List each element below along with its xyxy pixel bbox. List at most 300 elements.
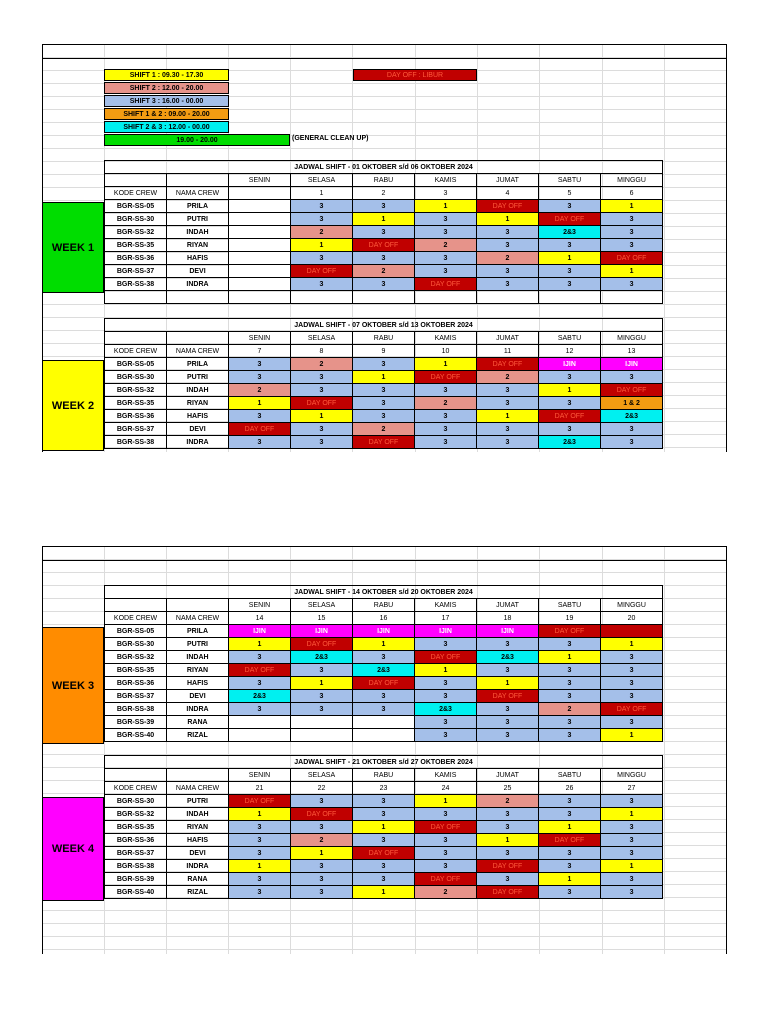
empty-cell xyxy=(105,332,167,345)
grid-line xyxy=(42,148,727,149)
shift-cell: 3 xyxy=(539,886,601,899)
kode-crew-header: KODE CREW xyxy=(105,187,167,200)
shift-cell: DAY OFF xyxy=(601,703,663,716)
shift-cell: IJIN xyxy=(539,358,601,371)
shift-cell: 1 xyxy=(353,213,415,226)
date-cell: 19 xyxy=(539,612,601,625)
shift-cell: 2&3 xyxy=(353,664,415,677)
shift-cell xyxy=(601,625,663,638)
crew-code: BGR-SS-35 xyxy=(105,821,167,834)
shift-cell: 3 xyxy=(415,423,477,436)
date-cell: 6 xyxy=(601,187,663,200)
shift-cell: 3 xyxy=(415,638,477,651)
shift-cell: DAY OFF xyxy=(291,397,353,410)
shift-cell: 3 xyxy=(229,410,291,423)
crew-row xyxy=(105,847,663,860)
shift-cell: 1 xyxy=(229,808,291,821)
schedule-title: JADWAL SHIFT - 07 OKTOBER s/d 13 OKTOBER 2024 xyxy=(105,319,663,332)
empty-cell xyxy=(105,174,167,187)
crew-row xyxy=(105,690,663,703)
shift-cell: 3 xyxy=(477,664,539,677)
week-2-label: WEEK 2 xyxy=(42,360,104,451)
shift-cell: 1 xyxy=(539,384,601,397)
date-cell: 16 xyxy=(353,612,415,625)
shift-cell: 3 xyxy=(539,677,601,690)
shift-cell: 3 xyxy=(601,834,663,847)
shift-cell: 3 xyxy=(353,358,415,371)
shift-cell: 3 xyxy=(415,860,477,873)
shift-cell: DAY OFF xyxy=(415,371,477,384)
shift-cell: 3 xyxy=(477,729,539,742)
date-cell: 7 xyxy=(229,345,291,358)
day-header: KAMIS xyxy=(415,332,477,345)
date-cell: 22 xyxy=(291,782,353,795)
shift-cell: 3 xyxy=(291,690,353,703)
day-header: MINGGU xyxy=(601,174,663,187)
shift-cell: 3 xyxy=(477,716,539,729)
shift-cell: 3 xyxy=(415,226,477,239)
shift-cell: 3 xyxy=(291,821,353,834)
nama-crew-header: NAMA CREW xyxy=(167,187,229,200)
shift-cell: 3 xyxy=(601,821,663,834)
empty-cell xyxy=(291,291,353,304)
shift-cell: 3 xyxy=(539,795,601,808)
shift-cell: 1 xyxy=(601,860,663,873)
shift-cell xyxy=(353,716,415,729)
crew-row xyxy=(105,226,663,239)
shift-cell xyxy=(229,200,291,213)
shift-cell: 3 xyxy=(477,847,539,860)
crew-name: PUTRI xyxy=(167,213,229,226)
shift-cell: DAY OFF xyxy=(415,651,477,664)
shift-cell: 3 xyxy=(539,847,601,860)
shift-cell: 3 xyxy=(601,423,663,436)
shift-cell: 3 xyxy=(415,252,477,265)
crew-name: HAFIS xyxy=(167,834,229,847)
legend-shift-3: SHIFT 3 : 16.00 - 00.00 xyxy=(104,95,229,107)
shift-cell: IJIN xyxy=(353,625,415,638)
shift-cell: 3 xyxy=(229,651,291,664)
schedule-title: JADWAL SHIFT - 21 OKTOBER s/d 27 OKTOBER 2024 xyxy=(105,756,663,769)
week-3-label: WEEK 3 xyxy=(42,627,104,744)
shift-cell: 3 xyxy=(291,423,353,436)
grid-line xyxy=(664,546,665,954)
shift-cell: 3 xyxy=(353,397,415,410)
empty-cell xyxy=(167,599,229,612)
day-header: RABU xyxy=(353,769,415,782)
sheet-rule xyxy=(42,546,727,547)
shift-cell: 3 xyxy=(353,873,415,886)
crew-row xyxy=(105,834,663,847)
shift-cell: DAY OFF xyxy=(477,690,539,703)
shift-cell: DAY OFF xyxy=(477,860,539,873)
empty-cell xyxy=(601,291,663,304)
day-header: SENIN xyxy=(229,174,291,187)
grid-line xyxy=(42,949,727,950)
shift-cell: 2 xyxy=(415,397,477,410)
sheet-rule xyxy=(42,58,727,59)
empty-cell xyxy=(539,291,601,304)
crew-row xyxy=(105,638,663,651)
shift-cell: IJIN xyxy=(229,625,291,638)
grid-line xyxy=(42,923,727,924)
shift-cell: 3 xyxy=(229,371,291,384)
shift-cell: 3 xyxy=(601,873,663,886)
shift-cell: 3 xyxy=(539,200,601,213)
crew-code: BGR-SS-32 xyxy=(105,384,167,397)
shift-cell xyxy=(229,729,291,742)
date-cell: 8 xyxy=(291,345,353,358)
shift-cell: 3 xyxy=(601,226,663,239)
shift-cell: 2 xyxy=(477,371,539,384)
shift-cell: 3 xyxy=(415,808,477,821)
day-header: SELASA xyxy=(291,599,353,612)
crew-code: BGR-SS-39 xyxy=(105,873,167,886)
crew-name: INDAH xyxy=(167,808,229,821)
shift-cell: 3 xyxy=(601,847,663,860)
date-cell: 12 xyxy=(539,345,601,358)
crew-code: BGR-SS-36 xyxy=(105,410,167,423)
crew-name: RIYAN xyxy=(167,821,229,834)
shift-cell: 3 xyxy=(477,703,539,716)
shift-cell: 3 xyxy=(415,729,477,742)
shift-cell: DAY OFF xyxy=(539,834,601,847)
shift-cell: 3 xyxy=(291,886,353,899)
shift-cell: DAY OFF xyxy=(539,213,601,226)
shift-cell: 1 xyxy=(601,638,663,651)
day-header: JUMAT xyxy=(477,332,539,345)
shift-cell: 3 xyxy=(539,860,601,873)
shift-cell: 3 xyxy=(291,384,353,397)
empty-cell xyxy=(415,291,477,304)
crew-row xyxy=(105,265,663,278)
shift-cell: 1 & 2 xyxy=(601,397,663,410)
shift-cell: DAY OFF xyxy=(477,886,539,899)
shift-cell: DAY OFF xyxy=(291,638,353,651)
shift-cell: DAY OFF xyxy=(353,239,415,252)
crew-name: DEVI xyxy=(167,423,229,436)
shift-cell: 1 xyxy=(291,239,353,252)
shift-cell: DAY OFF xyxy=(229,664,291,677)
date-cell: 14 xyxy=(229,612,291,625)
crew-name: DEVI xyxy=(167,847,229,860)
shift-cell: 1 xyxy=(601,200,663,213)
shift-cell: 3 xyxy=(601,664,663,677)
sheet-edge xyxy=(726,44,727,452)
crew-row xyxy=(105,213,663,226)
shift-cell xyxy=(229,265,291,278)
shift-cell: DAY OFF xyxy=(415,821,477,834)
crew-code: BGR-SS-05 xyxy=(105,200,167,213)
day-header: SABTU xyxy=(539,174,601,187)
schedule-title: JADWAL SHIFT - 14 OKTOBER s/d 20 OKTOBER 2024 xyxy=(105,586,663,599)
crew-row xyxy=(105,664,663,677)
crew-row xyxy=(105,252,663,265)
crew-name: INDAH xyxy=(167,384,229,397)
day-header: RABU xyxy=(353,174,415,187)
shift-cell: 1 xyxy=(539,252,601,265)
day-header: JUMAT xyxy=(477,599,539,612)
shift-cell: 3 xyxy=(291,664,353,677)
shift-cell: 3 xyxy=(477,226,539,239)
shift-cell: 3 xyxy=(229,886,291,899)
crew-name: PUTRI xyxy=(167,795,229,808)
shift-cell: 3 xyxy=(601,651,663,664)
shift-cell: 3 xyxy=(291,371,353,384)
crew-code: BGR-SS-37 xyxy=(105,847,167,860)
crew-row xyxy=(105,821,663,834)
date-cell: 27 xyxy=(601,782,663,795)
shift-cell: 3 xyxy=(353,384,415,397)
shift-cell: 2&3 xyxy=(415,703,477,716)
crew-code: BGR-SS-36 xyxy=(105,834,167,847)
shift-cell: 3 xyxy=(601,371,663,384)
crew-name: INDRA xyxy=(167,703,229,716)
shift-cell: 3 xyxy=(229,873,291,886)
shift-cell: 1 xyxy=(353,886,415,899)
crew-code: BGR-SS-38 xyxy=(105,436,167,449)
legend-clean-up-time: 19.00 - 20.00 xyxy=(104,134,290,146)
crew-row xyxy=(105,651,663,664)
shift-cell: 3 xyxy=(353,808,415,821)
shift-cell: 3 xyxy=(539,808,601,821)
shift-cell: 3 xyxy=(601,886,663,899)
crew-name: INDRA xyxy=(167,860,229,873)
shift-cell: 2&3 xyxy=(291,651,353,664)
date-cell: 1 xyxy=(291,187,353,200)
legend-shift-1-2: SHIFT 1 & 2 : 09.00 - 20.00 xyxy=(104,108,229,120)
shift-cell: 3 xyxy=(353,690,415,703)
date-cell: 23 xyxy=(353,782,415,795)
shift-cell: DAY OFF xyxy=(291,808,353,821)
crew-name: RIYAN xyxy=(167,397,229,410)
sheet-rule xyxy=(42,44,727,45)
shift-cell: 3 xyxy=(539,397,601,410)
empty-cell xyxy=(105,599,167,612)
shift-cell: 3 xyxy=(291,703,353,716)
shift-cell: 1 xyxy=(229,860,291,873)
shift-cell: 1 xyxy=(353,371,415,384)
grid-line xyxy=(42,936,727,937)
shift-cell: DAY OFF xyxy=(415,278,477,291)
crew-row xyxy=(105,873,663,886)
crew-name: HAFIS xyxy=(167,677,229,690)
shift-cell: 3 xyxy=(353,252,415,265)
shift-cell: 2 xyxy=(229,384,291,397)
crew-code: BGR-SS-40 xyxy=(105,886,167,899)
shift-cell: 3 xyxy=(353,795,415,808)
shift-cell: 3 xyxy=(229,677,291,690)
day-header: MINGGU xyxy=(601,769,663,782)
shift-cell: 3 xyxy=(415,384,477,397)
shift-cell: 3 xyxy=(539,729,601,742)
crew-name: RIYAN xyxy=(167,664,229,677)
shift-cell: DAY OFF xyxy=(539,410,601,423)
kode-crew-header: KODE CREW xyxy=(105,782,167,795)
shift-cell: 2&3 xyxy=(539,436,601,449)
date-cell: 9 xyxy=(353,345,415,358)
shift-cell: 3 xyxy=(353,651,415,664)
schedule-title: JADWAL SHIFT - 01 OKTOBER s/d 06 OKTOBER 2024 xyxy=(105,161,663,174)
day-header: JUMAT xyxy=(477,769,539,782)
shift-cell: 3 xyxy=(291,860,353,873)
crew-row xyxy=(105,795,663,808)
crew-name: INDAH xyxy=(167,226,229,239)
shift-cell xyxy=(229,252,291,265)
day-header: KAMIS xyxy=(415,599,477,612)
shift-cell: 3 xyxy=(415,410,477,423)
crew-row xyxy=(105,625,663,638)
schedule-table-week-2 xyxy=(104,318,663,449)
shift-cell: 3 xyxy=(601,677,663,690)
crew-name: RIYAN xyxy=(167,239,229,252)
shift-cell: 3 xyxy=(353,703,415,716)
shift-cell: 3 xyxy=(477,436,539,449)
schedule-table-week-4 xyxy=(104,755,663,899)
date-cell: 18 xyxy=(477,612,539,625)
schedule-table-week-3 xyxy=(104,585,663,742)
shift-cell: 3 xyxy=(291,795,353,808)
shift-cell: 1 xyxy=(291,847,353,860)
shift-cell: DAY OFF xyxy=(601,384,663,397)
day-header: SENIN xyxy=(229,332,291,345)
shift-cell: 1 xyxy=(415,795,477,808)
shift-cell: 3 xyxy=(477,808,539,821)
shift-cell: 1 xyxy=(601,808,663,821)
day-header: MINGGU xyxy=(601,599,663,612)
empty-cell xyxy=(167,332,229,345)
shift-cell: IJIN xyxy=(291,625,353,638)
day-header: SABTU xyxy=(539,599,601,612)
day-header: RABU xyxy=(353,599,415,612)
crew-row xyxy=(105,278,663,291)
crew-code: BGR-SS-35 xyxy=(105,239,167,252)
legend-day-off: DAY OFF : LIBUR xyxy=(353,69,477,81)
date-cell xyxy=(229,187,291,200)
shift-cell: 3 xyxy=(539,664,601,677)
shift-cell: 2 xyxy=(539,703,601,716)
shift-cell: 3 xyxy=(291,873,353,886)
date-cell: 21 xyxy=(229,782,291,795)
shift-cell: DAY OFF xyxy=(601,252,663,265)
empty-cell xyxy=(167,291,229,304)
day-header: SENIN xyxy=(229,769,291,782)
empty-cell xyxy=(353,291,415,304)
shift-cell: 3 xyxy=(291,436,353,449)
crew-code: BGR-SS-36 xyxy=(105,677,167,690)
day-header: SELASA xyxy=(291,332,353,345)
crew-row xyxy=(105,808,663,821)
shift-cell: 3 xyxy=(477,638,539,651)
shift-cell: 1 xyxy=(415,358,477,371)
crew-row xyxy=(105,729,663,742)
shift-cell: 3 xyxy=(477,384,539,397)
crew-name: PRILA xyxy=(167,625,229,638)
shift-cell: 2 xyxy=(353,423,415,436)
shift-cell xyxy=(229,213,291,226)
date-cell: 25 xyxy=(477,782,539,795)
shift-cell xyxy=(291,729,353,742)
crew-row xyxy=(105,716,663,729)
shift-cell: 3 xyxy=(415,847,477,860)
shift-cell: 3 xyxy=(415,677,477,690)
shift-cell: 2 xyxy=(291,358,353,371)
shift-cell: 3 xyxy=(539,278,601,291)
shift-cell: 3 xyxy=(601,213,663,226)
shift-cell: IJIN xyxy=(477,625,539,638)
day-header: JUMAT xyxy=(477,174,539,187)
shift-cell: 2 xyxy=(353,265,415,278)
day-header: KAMIS xyxy=(415,769,477,782)
crew-code: BGR-SS-32 xyxy=(105,226,167,239)
shift-cell: IJIN xyxy=(415,625,477,638)
day-header: RABU xyxy=(353,332,415,345)
shift-cell: 2&3 xyxy=(539,226,601,239)
empty-cell xyxy=(105,291,167,304)
shift-cell: 1 xyxy=(229,397,291,410)
crew-row xyxy=(105,397,663,410)
crew-name: RANA xyxy=(167,873,229,886)
shift-cell: 2 xyxy=(477,252,539,265)
shift-cell xyxy=(229,239,291,252)
shift-cell: 1 xyxy=(601,265,663,278)
date-cell: 24 xyxy=(415,782,477,795)
shift-cell: 3 xyxy=(229,703,291,716)
crew-code: BGR-SS-30 xyxy=(105,638,167,651)
shift-cell: 1 xyxy=(353,821,415,834)
legend-shift-1: SHIFT 1 : 09.30 - 17.30 xyxy=(104,69,229,81)
shift-cell: 3 xyxy=(353,226,415,239)
crew-row xyxy=(105,410,663,423)
empty-cell xyxy=(229,291,291,304)
sheet-edge xyxy=(726,546,727,954)
shift-cell: DAY OFF xyxy=(353,436,415,449)
crew-name: RANA xyxy=(167,716,229,729)
shift-cell: 2&3 xyxy=(229,690,291,703)
shift-cell: 3 xyxy=(229,358,291,371)
date-cell: 3 xyxy=(415,187,477,200)
shift-cell: DAY OFF xyxy=(353,847,415,860)
shift-cell: DAY OFF xyxy=(539,625,601,638)
shift-cell xyxy=(291,716,353,729)
shift-cell: 3 xyxy=(291,213,353,226)
shift-cell: 2 xyxy=(477,795,539,808)
date-cell: 26 xyxy=(539,782,601,795)
crew-name: HAFIS xyxy=(167,410,229,423)
crew-row xyxy=(105,677,663,690)
crew-code: BGR-SS-36 xyxy=(105,252,167,265)
shift-cell: DAY OFF xyxy=(477,200,539,213)
crew-code: BGR-SS-35 xyxy=(105,397,167,410)
shift-cell: 3 xyxy=(353,278,415,291)
day-header: SABTU xyxy=(539,332,601,345)
shift-cell: 1 xyxy=(415,664,477,677)
shift-cell xyxy=(229,226,291,239)
crew-name: PRILA xyxy=(167,358,229,371)
crew-name: DEVI xyxy=(167,690,229,703)
shift-cell: DAY OFF xyxy=(291,265,353,278)
crew-name: INDRA xyxy=(167,436,229,449)
shift-cell: 3 xyxy=(415,716,477,729)
shift-cell: 3 xyxy=(539,265,601,278)
shift-cell: 3 xyxy=(477,423,539,436)
crew-row xyxy=(105,886,663,899)
day-header: SELASA xyxy=(291,174,353,187)
legend-shift-2: SHIFT 2 : 12.00 - 20.00 xyxy=(104,82,229,94)
date-cell: 11 xyxy=(477,345,539,358)
shift-cell: 1 xyxy=(539,651,601,664)
day-header: MINGGU xyxy=(601,332,663,345)
